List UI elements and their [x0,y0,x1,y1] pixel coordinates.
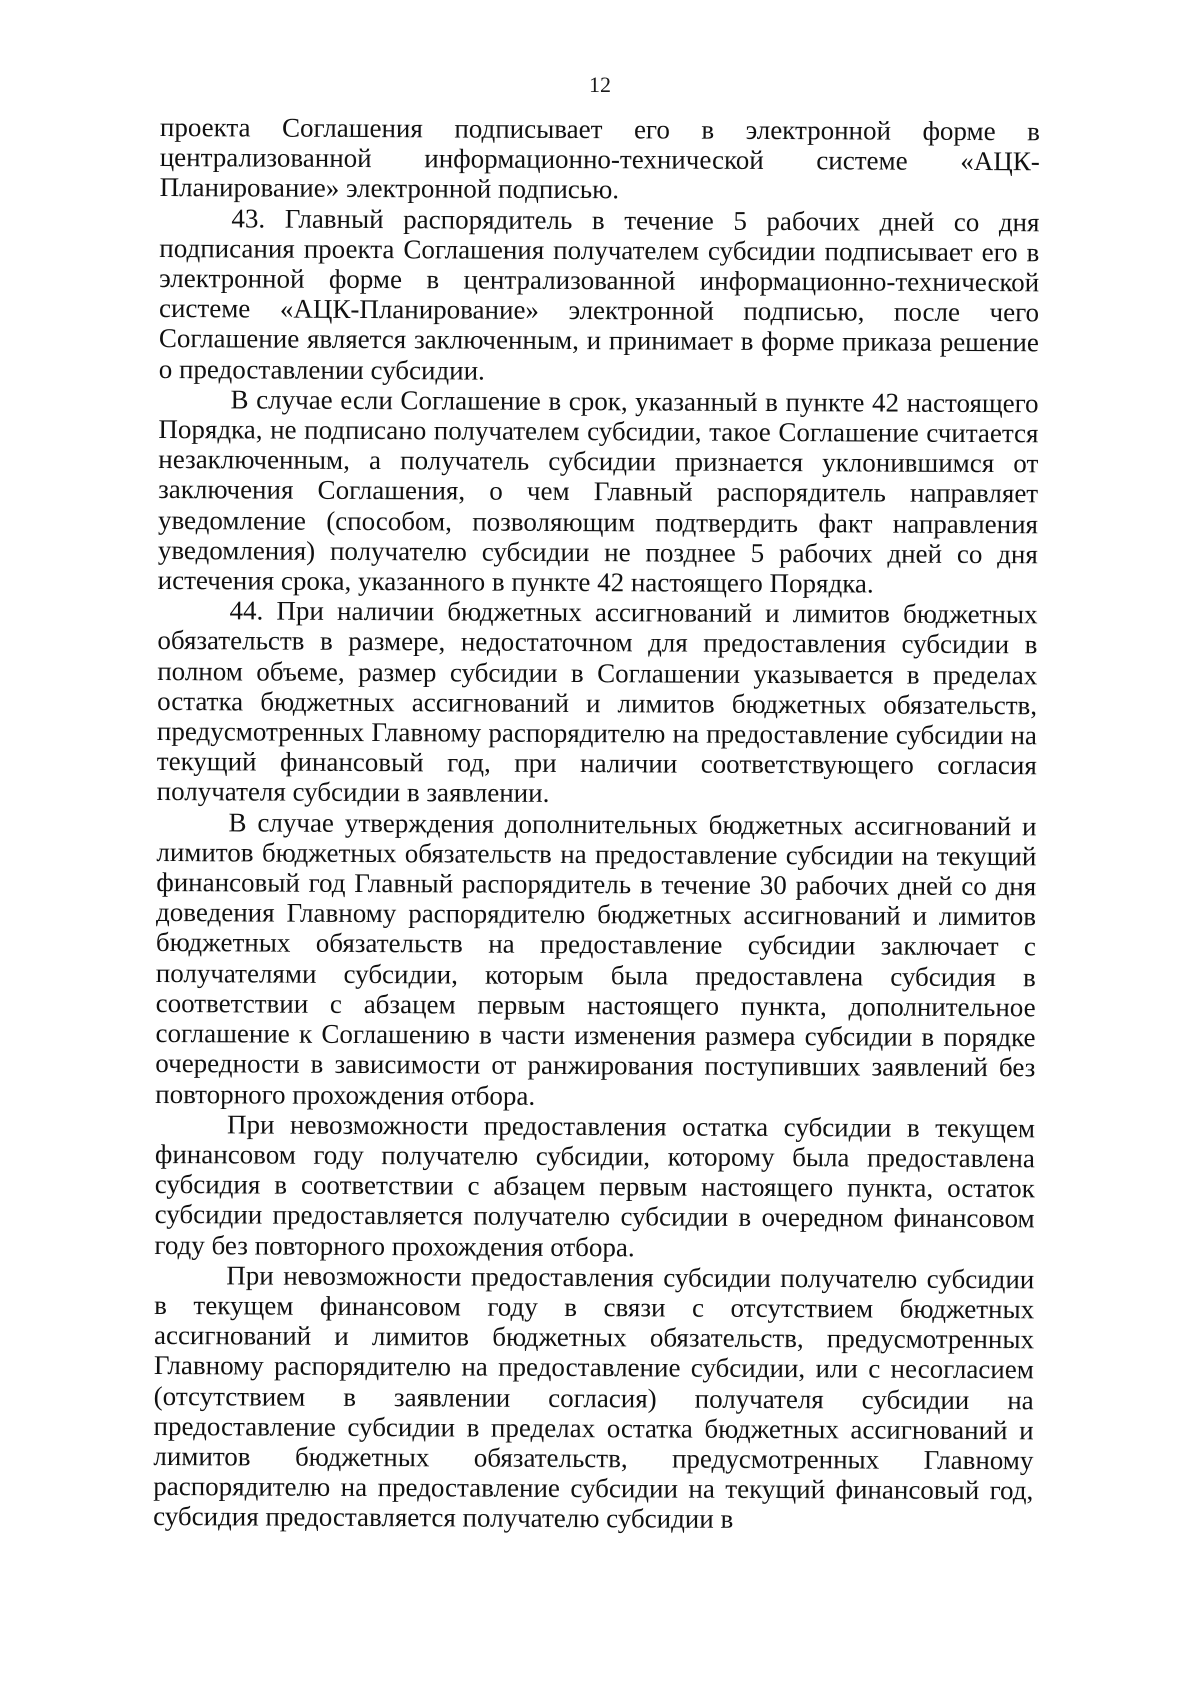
document-body [153,112,1040,1536]
page-number: 12 [589,72,611,97]
paragraph-unsigned-agreement: В случае если Соглашение в срок, указанный в пункте 42 настоящего Порядка, не подписано получателем субсидии, такое Соглашение считается незаключенным, а получатель субсидии признается уклонившимся от заключения Соглашения, о чем Главный распорядитель направляет уведомление (способом, позволяющим подтвердить факт направления уведомления) получателю субсидии не позднее 5 рабочих дней со дня истечения срока, указанного в пункте 42 настоящего Порядка. [157,384,1039,599]
paragraph-clause-43: 43. Главный распорядитель в течение 5 рабочих дней со дня подписания проекта Соглашения получателем субсидии подписывает его в электронной форме в централизованной информационно-технической системе «АЦК-Планирование» электронной подписью, после чего Соглашение является заключенным, и принимает в форме приказа решение о предоставлении субсидии. [158,202,1040,386]
paragraph-remaining-subsidy: При невозможности предоставления остатка субсидии в текущем финансовом году получателю субсидии, которому была предоставлена субсидия в соответствии с абзацем первым настоящего пункта, остаток субсидии предоставляется получателю субсидии в очередном финансовом году без повторного прохождения отбора. [154,1109,1036,1262]
paragraph-clause-44: 44. При наличии бюджетных ассигнований и лимитов бюджетных обязательств в размере, недостаточном для предоставления субсидии в полном объеме, размер субсидии в Соглашении указывается в пределах остатка бюджетных ассигнований и лимитов бюджетных обязательств, предусмотренных Главному распорядителю на предоставление субсидии на текущий финансовый год, при наличии соответствующего согласия получателя субсидии в заявлении. [156,595,1038,809]
paragraph-subsidy-impossible: При невозможности предоставления субсидии получателю субсидии в текущем финансовом году в связи с отсутствием бюджетных ассигнований и лимитов бюджетных обязательств, предусмотренных Главному распорядителю на предоставление субсидии, или с несогласием (отсутствием в заявлении согласия) получателя субсидии на предоставление субсидии в пределах остатка бюджетных ассигнований и лимитов бюджетных обязательств, предусмотренных Главному распорядителю на предоставление субсидии на текущий финансовый год, субсидия предоставляется получателю субсидии в [153,1260,1035,1535]
paragraph-additional-allocations: В случае утверждения дополнительных бюджетных ассигнований и лимитов бюджетных обязательств на предоставление субсидии на текущий финансовый год Главный распорядитель в течение 30 рабочих дней со дня доведения Главному распорядителю бюджетных ассигнований и лимитов бюджетных обязательств на предоставление субсидии заключает с получателями субсидии, которым была предоставлена субсидия в соответствии с абзацем первым настоящего пункта, дополнительное соглашение к Соглашению в части изменения размера субсидии в порядке очередности в зависимости от ранжирования поступивших заявлений без повторного прохождения отбора. [155,807,1037,1111]
paragraph-continuation: проекта Соглашения подписывает его в электронной форме в централизованной информационно-технической системе «АЦК-Планирование» электронной подписью. [159,112,1040,205]
